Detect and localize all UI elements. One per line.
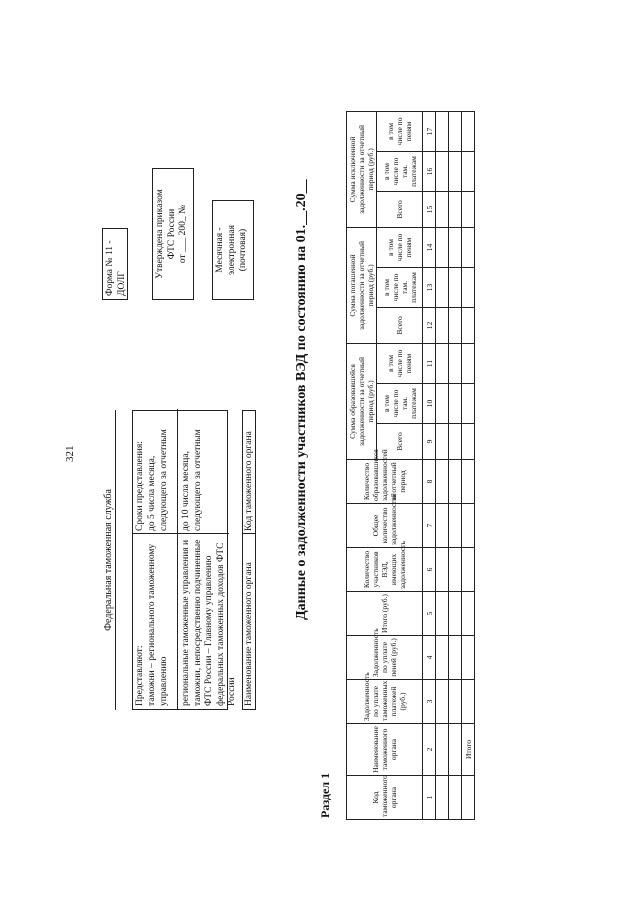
column-number: 12 — [423, 307, 436, 343]
col-header-code: Код таможенного органа — [347, 776, 423, 820]
sub-header-total: Всего — [377, 424, 423, 460]
column-number: 7 — [423, 504, 436, 548]
rotated-page — [60, 70, 580, 830]
submitters-row2-right: до 10 числа месяца, следующего за отчетным — [181, 429, 203, 531]
report-title: Данные о задолженности участников ВЭД по состоянию на 01.__.20__ — [294, 179, 309, 620]
col-header-total: Итого (руб.) — [347, 592, 423, 636]
column-number: 17 — [423, 111, 436, 151]
form-number-box — [102, 228, 128, 300]
total-row — [462, 111, 475, 819]
sub-header-penalties: в том числе по пеням — [377, 111, 423, 151]
column-number: 2 — [423, 724, 436, 776]
column-number: 3 — [423, 680, 436, 724]
total-label: Итого — [462, 724, 475, 776]
col-header-name: Наименование таможенного органа — [347, 724, 423, 776]
submitters-table — [132, 410, 237, 710]
agency-box — [102, 410, 116, 710]
column-number: 16 — [423, 151, 436, 191]
periodicity-line3: (почтовая) — [238, 228, 248, 272]
submitters-row2-left: региональные таможенные управления и таможни, непосредственно подчиненные ФТС России – Главному управлению федеральных таможенных доходов ФТС России — [181, 539, 237, 706]
submitters-header-right: Сроки представления: — [135, 441, 145, 531]
column-number: 13 — [423, 267, 436, 307]
sub-header-payments: в том числе по там. платежам — [377, 151, 423, 191]
column-number-row — [423, 111, 436, 819]
approved-box — [152, 168, 194, 300]
col-header-debt-count: Общее количество задолженностей — [347, 504, 423, 548]
customs-name-label: Наименование таможенного органа — [244, 562, 254, 706]
approved-line1: Утверждена приказом — [155, 189, 165, 279]
column-number: 14 — [423, 227, 436, 267]
sub-header-payments: в том числе по там. платежам — [377, 267, 423, 307]
section-label: Раздел 1 — [318, 772, 332, 818]
approved-line2: ФТС России — [166, 208, 177, 260]
group-header-formed: Сумма образовавшейся задолженности за отчетный период (руб.) — [347, 343, 377, 459]
column-number: 11 — [423, 343, 436, 383]
col-header-new-debt-count: Количество образовавшихся задолженностей за отчетный период — [347, 460, 423, 504]
column-number: 1 — [423, 776, 436, 820]
col-header-penalty-debt: Задолженность по уплате пеней (руб.) — [347, 636, 423, 680]
sub-header-penalties: в том числе по пеням — [377, 343, 423, 383]
table-row — [449, 111, 462, 819]
periodicity-line1: Месячная - — [215, 227, 225, 273]
sub-header-penalties: в том числе по пеням — [377, 227, 423, 267]
agency-name: Федеральная таможенная служба — [103, 489, 114, 631]
debt-table — [346, 111, 475, 820]
periodicity-line2: электронная — [226, 225, 237, 275]
sub-header-payments: в том числе по там. платежам — [377, 384, 423, 424]
sub-header-total: Всего — [377, 307, 423, 343]
column-number: 9 — [423, 424, 436, 460]
periodicity-box — [212, 200, 254, 300]
submitters-row1-right: до 5 числа месяца, следующего за отчетным — [147, 429, 169, 531]
column-number: 10 — [423, 384, 436, 424]
column-number: 8 — [423, 460, 436, 504]
group-header-repaid: Сумма погашенной задолженности за отчетный период (руб.) — [347, 227, 377, 343]
table-row — [436, 111, 449, 819]
group-header-excluded: Сумма исключенной задолженности за отчетный период (руб.) — [347, 111, 377, 227]
column-number: 4 — [423, 636, 436, 680]
customs-name-box — [242, 410, 256, 710]
submitters-header-left: Представляют: — [135, 645, 145, 706]
column-number: 5 — [423, 592, 436, 636]
col-header-customs-debt: Задолженность по уплате таможенных платежей (руб.) — [347, 680, 423, 724]
approved-line3: от ___ 200_ № — [178, 204, 188, 264]
customs-col-divider — [243, 533, 255, 534]
customs-code-label: Код таможенного органа — [244, 431, 254, 531]
submitters-divider — [177, 409, 178, 709]
submitters-col-divider — [133, 533, 229, 534]
submitters-row1-left: таможни – регионального таможенному управлению — [147, 543, 169, 706]
col-header-participants: Количество участников ВЭД, имеющих задолженность — [347, 548, 423, 592]
page-number: 321 — [64, 445, 76, 462]
sub-header-total: Всего — [377, 191, 423, 227]
column-number: 15 — [423, 191, 436, 227]
form-number: Форма № 11 - ДОЛГ — [105, 240, 127, 296]
column-number: 6 — [423, 548, 436, 592]
